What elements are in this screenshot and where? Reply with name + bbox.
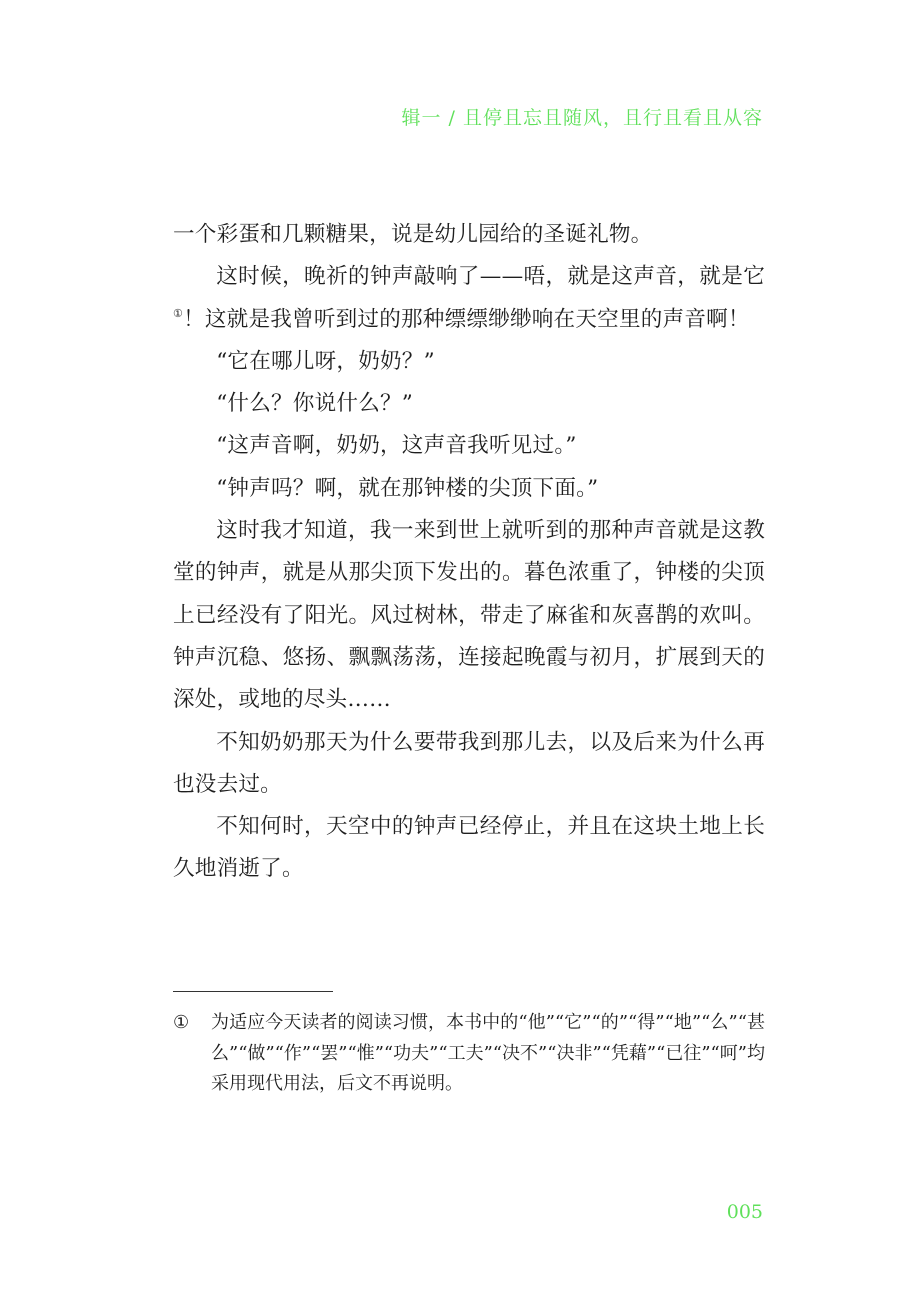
footnote-marker: ① [173, 1012, 190, 1033]
paragraph-2-text-b: ！这就是我曾听到过的那种缥缥缈缈响在天空里的声音啊！ [183, 306, 750, 332]
paragraph-2-text-a: 这时候，晚祈的钟声敲响了——唔，就是这声音，就是它 [216, 264, 765, 290]
paragraph-2 [173, 256, 765, 341]
footnote-reference[interactable]: ① [173, 306, 184, 320]
paragraph-6: “钟声吗？啊，就在那钟楼的尖顶下面。” [216, 475, 599, 501]
paragraph-5: “这声音啊，奶奶，这声音我听见过。” [216, 433, 577, 459]
footnote-divider [173, 991, 333, 992]
footnote-text: 为适应今天读者的阅读习惯，本书中的“他”“它”“的”“得”“地”“么”“甚么”“做”“作”“罢”“惟”“功夫”“工夫”“决不”“决非”“凭藉”“已往”“呵”均采用现代用法，后文不再说明。 [211, 1012, 765, 1095]
paragraph-7: 这时我才知道，我一来到世上就听到的那种声音就是这教堂的钟声，就是从那尖顶下发出的。暮色浓重了，钟楼的尖顶上已经没有了阳光。风过树林，带走了麻雀和灰喜鹊的欢叫。钟声沉稳、悠扬、飘飘荡荡，连接起晚霞与初月，扩展到天的深处，或地的尽头…… [173, 518, 765, 713]
page-number: 005 [726, 1201, 763, 1223]
paragraph-4: “什么？你说什么？” [216, 391, 414, 417]
footnote [173, 1008, 765, 1100]
paragraph-9: 不知何时，天空中的钟声已经停止，并且在这块土地上长久地消逝了。 [173, 814, 765, 882]
paragraph-1: 一个彩蛋和几颗糖果，说是幼儿园给的圣诞礼物。 [173, 222, 653, 247]
paragraph-8: 不知奶奶那天为什么要带我到那儿去，以及后来为什么再也没去过。 [173, 729, 765, 797]
body-text [173, 214, 765, 891]
running-header: 辑一 / 且停且忘且随风，且行且看且从容 [401, 107, 763, 129]
paragraph-3: “它在哪儿呀，奶奶？” [216, 348, 435, 374]
